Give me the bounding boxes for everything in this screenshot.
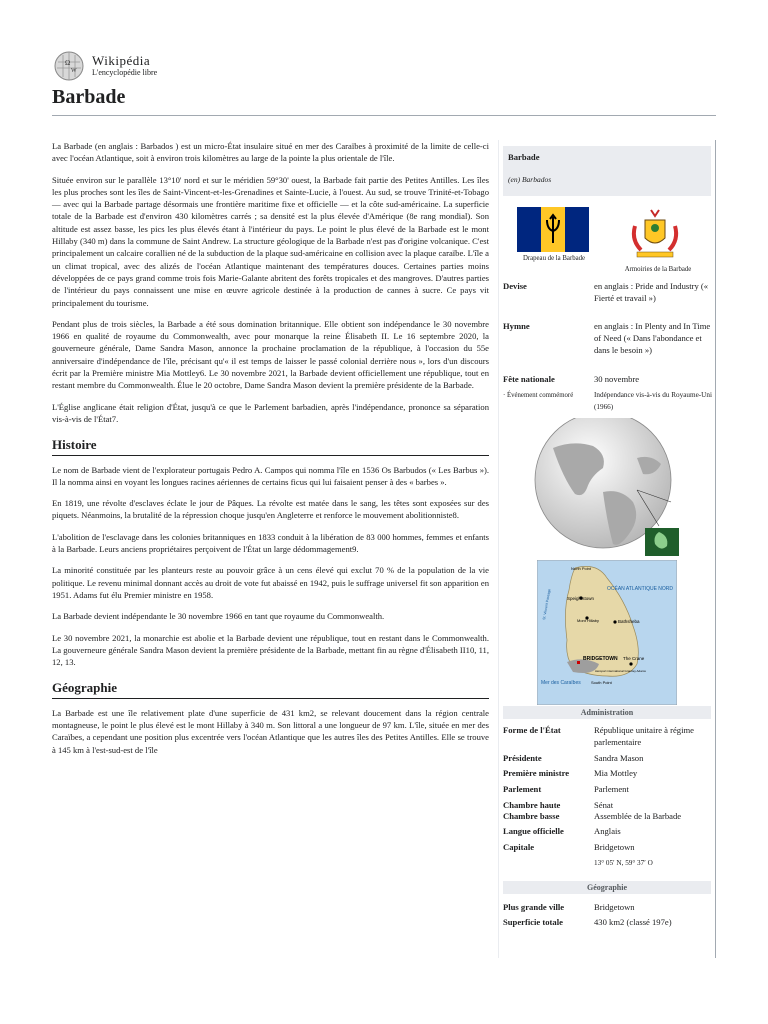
intro-paragraph: Située environ sur le parallèle 13°10' nord et sur le méridien 59°30' ouest, la Barbade fait partie des Petites Antilles. Les îles les plus proches sont les îles de Saint-Vincent-et-les-Grenadines et Sainte-Lucie, à l'ouest. Au sud, se trouve Trinité-et-Tobago — avec qui la Barbade partage désormais une frontière maritime fixe et officielle — et la côte sud-américaine. La superficie totale de la Barbade est d'environ 430 kilomètres carrés ; sa densité est la plus élevée d'Amérique (8e rang mondial). Son altitude est assez basse, les pics les plus élevés étant à l'intérieur du pays. Le point le plus élevé de la Barbade est le mont Hillaby (340 m) dans la commune de Saint Andrew. La structure géologique de la Barbade n'est pas d'origine volcanique. C'est principalement un calcaire corallien né de la subduction de la plaque sud-américaine en collision avec la plaque caraïbe. L'île a un climat tropical, avec des alizés de l'océan Atlantique maintenant des températures douces. Certaines parties moins développées de ce pays grand comme trois fois Marie-Galante abritent des forêts tropicales et des mangroves. D'autres parties de l'intérieur du pays connaissent une mise en œuvre agricole destinée à la production de cannes à sucre. Ce pays vit principalement du tourisme.	[52, 174, 489, 308]
row-label: Présidente	[503, 753, 542, 763]
infobox-row-langue	[503, 826, 711, 838]
row-label: Forme de l'État	[503, 725, 561, 735]
svg-text:W: W	[71, 68, 77, 74]
article-body	[52, 140, 489, 765]
row-label: Fête nationale	[503, 374, 555, 384]
intro-paragraph: La Barbade (en anglais : Barbados ) est un micro-État insulaire situé en mer des Caraïbes à proximité de la limite de celle-ci avec l'océan Atlantique, soit à environ trois kilomètres au large de la pointe la plus orientale de l'île.	[52, 141, 489, 164]
map-label-bathsheba: Bathsheba	[618, 619, 640, 624]
history-paragraph: Le nom de Barbade vient de l'explorateur portugais Pedro A. Campos qui nomma l'île en 1536 Os Barbudos (« Les Barbus »). Il la nomma ainsi en voyant les longues racines aériennes de certains ficus qui lui faisaient penser à des « barbes ».	[52, 464, 489, 487]
map-label-airport: Aéroport international Grantley Adams	[595, 669, 646, 673]
row-label: Hymne	[503, 321, 530, 331]
barbados-detail-map[interactable]	[537, 560, 677, 705]
row-label: Première ministre	[503, 768, 570, 778]
coat-of-arms[interactable]	[627, 206, 683, 260]
infobox-row-superficie	[503, 917, 711, 943]
history-paragraph: L'abolition de l'esclavage dans les colonies britanniques en 1833 conduit à la libération de 83 000 hommes, femmes et enfants à la Barbade. Leurs anciens propriétaires perçoivent de l'État un large dédommagement9.	[52, 531, 489, 555]
row-value[interactable]: 13° 05′ N, 59° 37′ O	[594, 859, 653, 867]
infobox-row-devise	[503, 281, 711, 315]
row-value: Parlement	[594, 784, 629, 794]
page-title: Barbade	[52, 86, 716, 116]
row-label: Devise	[503, 281, 527, 291]
infobox-row-hymne	[503, 321, 711, 367]
map-label-sea: Mer des Caraïbes	[541, 680, 581, 686]
map-label-channel: St. Vincent Passage	[542, 588, 552, 621]
row-label: Chambre haute	[503, 800, 561, 810]
infobox-row-capitale	[503, 842, 711, 854]
infobox	[498, 140, 716, 958]
row-value: Anglais	[594, 826, 621, 836]
infobox-row-plus-grande-ville	[503, 902, 711, 914]
map-label-north-point: North Point	[571, 566, 592, 571]
row-label: · Événement commémoré	[503, 392, 574, 399]
row-value: en anglais : Pride and Industry (« Fierté et travail »)	[594, 281, 709, 303]
row-value: Sénat	[594, 800, 614, 810]
section-heading-histoire: Histoire	[52, 439, 489, 455]
location-globe-map[interactable]	[533, 418, 685, 558]
history-paragraph: Le 30 novembre 2021, la monarchie est abolie et la Barbade devient une république, tout en restant dans le Commonwealth. La gouverneure générale Sandra Mason devient la première présidente de la Barbade, mettant fin au règne d'Élisabeth II10, 11, 12, 13.	[52, 632, 489, 668]
row-value: Mia Mottley	[594, 768, 638, 778]
row-value: Sandra Mason	[594, 753, 644, 763]
map-label-ocean: OCÉAN ATLANTIQUE NORD	[607, 586, 674, 592]
history-paragraph: La minorité constituée par les planteurs reste au pouvoir grâce à un cens élevé qui exclut 70 % de la population de la vie politique. Le revenu minimal donnant accès au droit de vote fut abaissé en 1942, puis le suffrage universel fit son apparition en 1951. Adams fut élu Premier ministre en 1958.	[52, 565, 489, 600]
row-label: Parlement	[503, 784, 542, 794]
svg-text:Ω: Ω	[65, 59, 71, 67]
map-label-hillaby: Mont Hillaby	[577, 618, 600, 623]
infobox-row-parlement	[503, 784, 711, 796]
row-label: Chambre basse	[503, 811, 560, 821]
infobox-row-chambre-basse	[503, 811, 711, 823]
infobox-row-presidente	[503, 753, 711, 765]
flag-caption[interactable]: Drapeau de la Barbade	[522, 255, 586, 262]
row-value: Bridgetown	[594, 842, 635, 852]
infobox-section-geographie: Géographie	[503, 881, 711, 894]
row-label: Superficie totale	[503, 917, 563, 927]
geography-paragraph: La Barbade est une île relativement plate d'une superficie de 431 km2, se relevant doucement dans la région centrale montagneuse, le point le plus élevé est le mont Hillaby à 340 m. Son littoral a une longueur de 97 km. L'île, située en mer des Caraïbes, a cependant une position plus excentrée vers l'océan Atlantique que les autres îles des Petites Antilles. Elle se trouve à 145 km à l'est-sud-est de l'île	[52, 707, 489, 755]
map-label-crane: The Crane	[623, 656, 645, 661]
infobox-row-evenement	[503, 390, 711, 412]
row-value: 30 novembre	[594, 374, 640, 384]
history-paragraph: En 1819, une révolte d'esclaves éclate le jour de Pâques. La révolte est matée dans le sang, les têtes sont exposées sur des piquets. Néanmoins, la brutalité de la répression choque jusqu'en Angleterre et renforce le mouvement abolitionniste8.	[52, 498, 489, 521]
row-value: Bridgetown	[594, 902, 635, 912]
row-label: Plus grande ville	[503, 902, 565, 912]
section-heading-geographie: Géographie	[52, 682, 489, 698]
row-value: Indépendance vis-à-vis du Royaume-Uni (1966)	[594, 391, 712, 411]
infobox-header	[503, 146, 711, 196]
map-label-south-point: South Point	[591, 680, 612, 685]
map-label-bridgetown: BRIDGETOWN	[583, 656, 618, 662]
infobox-row-coordinates	[503, 858, 711, 870]
intro-paragraph: Pendant plus de trois siècles, la Barbade a été sous domination britannique. Elle obtient son indépendance le 30 novembre 1966 en qualité de royaume du Commonwealth, avec pour monarque la reine Élisabeth II. Le 16 septembre 2020, la gouverneure générale, Dame Sandra Mason, annonce la prochaine proclamation de la république, à l'occasion du 55e anniversaire d'indépendance de l'île, précisant qu'« il est temps de laisser le passé colonial derrière nous », lors d'un discours écrit par la Première ministre Mia Mottley6. Le 30 novembre 2021, la Barbade devient officiellement une république, tout en restant membre du Commonwealth. Élue le 20 octobre, Dame Sandra Mason devient la première présidente de la Barbade.	[52, 318, 489, 391]
row-label: Langue officielle	[503, 826, 564, 836]
wikipedia-wordmark[interactable]: Wikipédia	[92, 53, 151, 68]
row-value: République unitaire à régime parlementaire	[594, 725, 694, 747]
intro-paragraph: L'Église anglicane était religion d'État, jusqu'à ce que le Parlement barbadien, après l'indépendance, prononce sa séparation vis-à-vis de l'État7.	[52, 401, 489, 424]
history-paragraph: La Barbade devient indépendante le 30 novembre 1966 en tant que royaume du Commonwealth.	[52, 611, 385, 622]
infobox-subtitle: (en) Barbados	[508, 174, 552, 184]
wikipedia-tagline: L'encyclopédie libre	[92, 68, 158, 77]
infobox-row-premiere-ministre	[503, 768, 711, 780]
barbados-flag[interactable]	[517, 207, 589, 252]
map-label-speightstown: Speightstown	[567, 596, 595, 601]
row-value: 430 km2 (classé 197e)	[594, 917, 672, 927]
infobox-row-forme	[503, 725, 711, 749]
arms-caption[interactable]: Armoiries de la Barbade	[624, 266, 692, 273]
infobox-title: Barbade	[508, 152, 540, 162]
row-value: en anglais : In Plenty and In Time of Need (« Dans l'abondance et dans le besoin »)	[594, 321, 711, 355]
infobox-row-fete	[503, 374, 711, 386]
infobox-section-administration: Administration	[503, 706, 711, 719]
row-label: Capitale	[503, 842, 535, 852]
row-value: Assemblée de la Barbade	[594, 811, 682, 821]
wikipedia-globe-logo[interactable]	[52, 50, 88, 82]
